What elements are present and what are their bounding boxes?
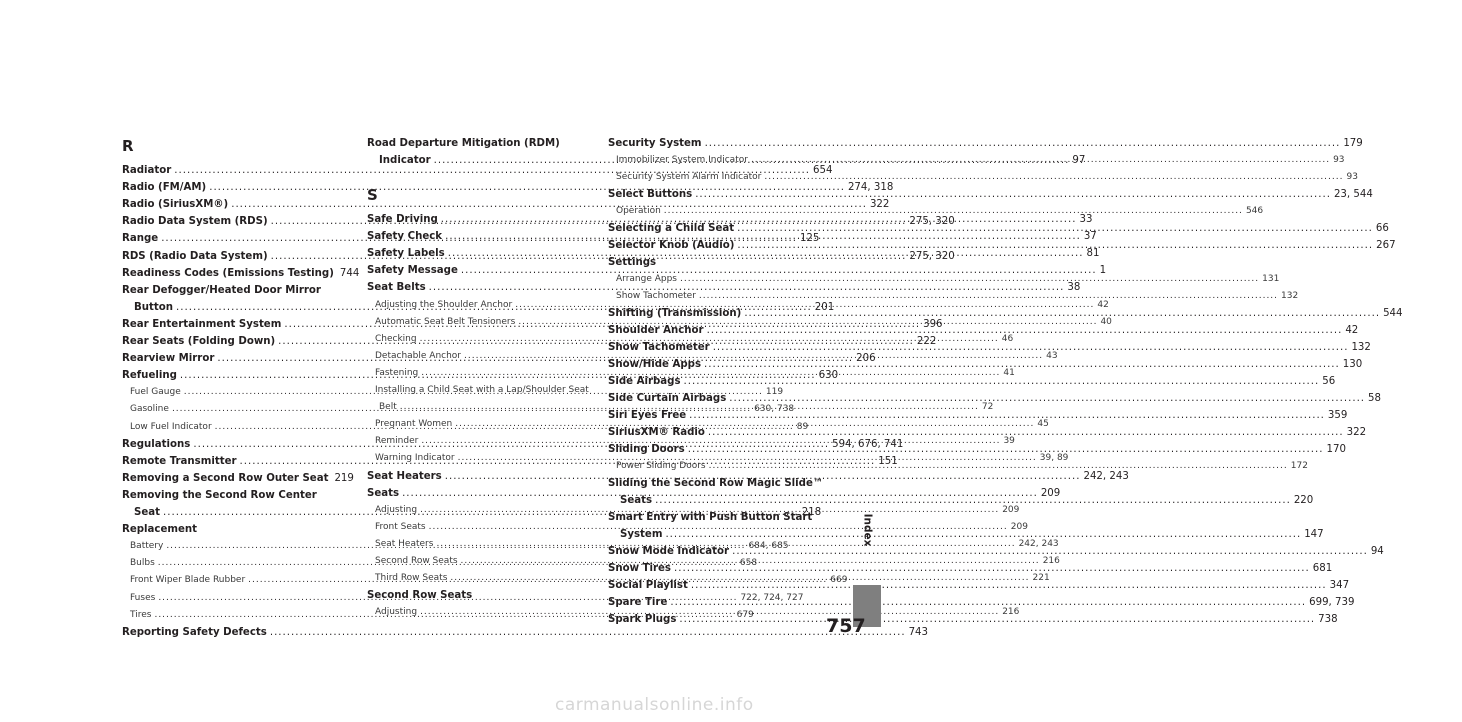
index-entry-term: Adjusting the Shoulder Anchor xyxy=(375,299,513,310)
dot-leader xyxy=(713,339,1349,356)
index-entry-pages[interactable]: 94 xyxy=(1370,546,1384,557)
index-entry-pages[interactable]: 347 xyxy=(1329,580,1350,591)
index-entry-term: Fastening xyxy=(375,367,419,378)
dot-leader xyxy=(764,169,1343,186)
index-entry-term: Show Tachometer xyxy=(608,342,710,353)
index-entry xyxy=(367,587,591,604)
index-entry xyxy=(122,265,360,282)
dot-leader xyxy=(695,186,1331,203)
index-entry-pages[interactable]: 359 xyxy=(1327,410,1348,421)
index-entry-term: Immobilizer System Indicator xyxy=(616,155,748,165)
section-letter-r: R xyxy=(122,137,134,155)
index-entry-term: Pregnant Women xyxy=(375,419,453,430)
index-entry-pages[interactable]: 681 xyxy=(1312,563,1333,574)
index-entry-term: Rearview Mirror xyxy=(122,353,215,365)
index-entry-pages[interactable]: 42 xyxy=(1097,299,1109,310)
index-entry-term: Refueling xyxy=(122,370,177,382)
index-entry-term: Replacement xyxy=(122,524,198,536)
index-entry-term: RDS (Radio Data System) xyxy=(122,250,268,262)
index-entry-pages[interactable]: 39, 89 xyxy=(1039,453,1069,464)
index-entry-pages[interactable]: 33 xyxy=(1079,214,1093,225)
index-entry-pages[interactable]: 275, 320 xyxy=(909,216,955,228)
index-entry-term: Smart Entry with Push Button Start xyxy=(608,512,813,523)
dot-leader xyxy=(729,390,1365,407)
index-entry-pages[interactable]: 56 xyxy=(1322,376,1336,387)
index-entry-term: Range xyxy=(122,233,159,245)
index-entry-pages[interactable]: 40 xyxy=(1100,316,1112,327)
index-entry-term: Safety Message xyxy=(367,265,458,277)
index-entry-pages[interactable]: 38 xyxy=(1067,282,1081,294)
index-entry-pages[interactable]: 222 xyxy=(916,336,937,347)
index-entry-term: Second Row Seats xyxy=(375,556,458,566)
index-entry xyxy=(122,282,346,299)
page-number: 757 xyxy=(826,615,866,637)
index-entry-term: Radiator xyxy=(122,165,172,176)
watermark: carmanualsonline.info xyxy=(555,695,754,715)
index-entry-term: Front Seats xyxy=(375,521,426,532)
index-entry-term: Snow Tires xyxy=(608,563,671,574)
index-entry-term: Adjusting xyxy=(375,504,418,515)
index-entry-pages[interactable]: 654 xyxy=(813,165,833,176)
index-entry-term: Safety Labels xyxy=(367,248,445,260)
index-entry xyxy=(122,470,354,487)
index-entry-term: Rear Seats (Folding Down) xyxy=(122,336,276,347)
index-entry-term: System xyxy=(620,529,663,540)
index-entry-pages[interactable]: 630 xyxy=(818,370,839,382)
index-entry-pages[interactable]: 699, 739 xyxy=(1309,597,1355,608)
index-entry-pages[interactable]: 93 xyxy=(1346,172,1358,182)
index-entry-pages[interactable]: 274, 318 xyxy=(847,182,894,194)
dot-leader xyxy=(680,271,1259,288)
index-entry-pages[interactable]: 172 xyxy=(1290,461,1308,471)
index-entry-pages[interactable]: 209 xyxy=(1010,521,1028,532)
index-entry-pages[interactable]: 546 xyxy=(1245,206,1264,216)
index-entry-pages[interactable]: 242, 243 xyxy=(1083,470,1129,482)
index-entry-term: Power Sliding Doors xyxy=(616,461,706,471)
dot-leader xyxy=(689,407,1325,424)
index-entry xyxy=(608,390,1382,407)
index-entry-term: Detachable Anchor xyxy=(375,350,462,361)
index-entry-term: Belt xyxy=(379,402,397,413)
index-entry-term: Show Tachometer xyxy=(616,291,696,301)
index-entry-pages[interactable]: 220 xyxy=(1293,495,1314,506)
index-side-tab[interactable] xyxy=(853,475,881,585)
index-entry xyxy=(608,594,1355,611)
index-entry-term: Spark Plugs xyxy=(608,614,677,625)
index-entry-term: Checking xyxy=(375,333,417,344)
index-entry-pages[interactable]: 93 xyxy=(1333,155,1345,165)
index-entry-pages[interactable]: 322 xyxy=(869,199,890,211)
index-entry-pages[interactable]: 630, 738 xyxy=(754,404,795,415)
dot-leader xyxy=(709,458,1288,475)
index-entry-term: Radio (SiriusXM®) xyxy=(122,199,229,211)
index-entry-pages[interactable]: 275, 320 xyxy=(909,250,955,262)
index-entry-pages[interactable]: 41 xyxy=(1003,367,1015,378)
index-entry-pages[interactable]: 738 xyxy=(1318,614,1338,625)
index-entry xyxy=(608,135,1363,152)
index-entry-term: Seats xyxy=(367,487,400,499)
index-entry-term: Sliding Doors xyxy=(608,444,685,455)
index-entry-term: Seat Heaters xyxy=(367,470,442,482)
section-letter-s: S xyxy=(367,186,378,204)
index-entry-term: Remote Transmitter xyxy=(122,455,237,467)
index-entry-term: Sliding the Second Row Magic Slide™ xyxy=(608,478,824,489)
index-entry-term: Adjusting xyxy=(375,607,418,618)
index-entry-pages[interactable]: 267 xyxy=(1376,240,1396,251)
index-entry-term: Spare Tire xyxy=(608,597,668,608)
index-entry-term: Reporting Safety Defects xyxy=(122,626,267,638)
index-entry-term: Gasoline xyxy=(130,404,169,415)
index-entry-pages[interactable]: 125 xyxy=(799,233,820,245)
index-entry-term: Seat Belts xyxy=(367,282,426,294)
index-entry-term: Seat xyxy=(134,507,160,518)
index-entry-term: Selector Knob (Audio) xyxy=(608,240,735,251)
index-entry-pages[interactable]: 722, 724, 727 xyxy=(740,592,804,603)
index-entry-pages[interactable]: 43 xyxy=(1046,350,1058,361)
index-entry-pages[interactable]: 130 xyxy=(1342,359,1363,370)
index-entry-pages[interactable]: 209 xyxy=(1002,504,1020,515)
index-entry-pages[interactable]: 669 xyxy=(830,575,848,586)
index-entry-pages[interactable]: 58 xyxy=(1368,393,1382,404)
index-entry-pages[interactable]: 216 xyxy=(1042,556,1060,566)
index-entry-pages[interactable]: 206 xyxy=(856,353,876,365)
index-entry-term: Shifting (Transmission) xyxy=(608,308,742,319)
index-entry-pages[interactable]: 119 xyxy=(765,387,784,398)
index-entry-term: Shoulder Anchor xyxy=(608,325,704,336)
index-entry xyxy=(367,382,591,399)
index-entry-term: Seat Heaters xyxy=(375,538,434,549)
index-entry-term: Readiness Codes (Emissions Testing) xyxy=(122,267,334,279)
index-entry-pages[interactable]: 658 xyxy=(739,558,758,569)
index-entry-term: Select Buttons xyxy=(608,189,693,200)
index-entry xyxy=(608,169,1358,186)
index-entry xyxy=(608,475,832,492)
index-entry xyxy=(608,509,832,526)
index-entry-pages[interactable]: 201 xyxy=(814,301,835,313)
dot-leader xyxy=(688,441,1324,458)
dot-leader xyxy=(655,492,1291,509)
dot-leader xyxy=(707,322,1343,339)
index-entry-pages[interactable]: 242, 243 xyxy=(1018,538,1059,549)
index-entry-pages[interactable]: 396 xyxy=(923,318,943,330)
dot-leader xyxy=(679,611,1315,628)
index-entry-pages[interactable]: 684, 685 xyxy=(748,541,789,552)
index-entry-term: Seats xyxy=(620,495,653,506)
index-entry-term: Second Row Seats xyxy=(367,590,473,602)
index-entry-pages[interactable]: 97 xyxy=(1072,155,1086,167)
index-entry-pages[interactable]: 544 xyxy=(1383,308,1403,319)
dot-leader xyxy=(670,594,1306,611)
index-entry-term: Front Wiper Blade Rubber xyxy=(130,575,246,586)
dot-leader xyxy=(684,373,1320,390)
index-entry-pages[interactable]: 46 xyxy=(1001,333,1014,344)
index-entry-pages[interactable]: 39 xyxy=(1003,436,1015,447)
index-entry-term: Rear Defogger/Heated Door Mirror xyxy=(122,284,321,296)
index-entry-term: Settings xyxy=(608,257,657,268)
index-entry-pages[interactable]: 151 xyxy=(878,455,898,467)
index-entry-term: Arrange Apps xyxy=(616,274,678,284)
index-entry-term: Automatic Seat Belt Tensioners xyxy=(375,316,516,327)
index-entry-term: Side Airbags xyxy=(608,376,681,387)
index-entry-term: Tires xyxy=(130,609,152,620)
dot-leader xyxy=(732,543,1368,560)
index-entry xyxy=(367,135,591,152)
index-entry-term: Radio (FM/AM) xyxy=(122,182,207,194)
index-entry-pages[interactable]: 132 xyxy=(1351,342,1371,353)
index-entry-term: Social Playlist xyxy=(608,580,688,591)
index-entry-pages[interactable]: 209 xyxy=(1040,487,1061,499)
index-entry-term: Fuses xyxy=(130,592,156,603)
index-entry-pages[interactable]: 179 xyxy=(1343,138,1363,149)
index-entry-pages[interactable]: 1 xyxy=(1099,265,1107,277)
index-entry-pages[interactable]: 170 xyxy=(1326,444,1346,455)
index-entry-term: Side Curtain Airbags xyxy=(608,393,727,404)
index-entry-term: Low Fuel Indicator xyxy=(130,421,212,432)
index-entry xyxy=(367,485,1061,502)
index-entry-term: Reminder xyxy=(375,436,419,447)
index-entry-pages[interactable]: 322 xyxy=(1346,427,1367,438)
dot-leader xyxy=(665,526,1301,543)
dot-leader xyxy=(699,288,1278,305)
index-entry-pages[interactable]: 743 xyxy=(908,626,929,638)
index-entry-pages[interactable]: 131 xyxy=(1262,274,1280,284)
index-entry xyxy=(608,254,832,271)
index-entry-pages[interactable]: 42 xyxy=(1345,325,1359,336)
index-entry-pages[interactable]: 66 xyxy=(1375,223,1389,234)
index-entry-term: SiriusXM® Radio xyxy=(608,427,705,438)
dot-leader xyxy=(674,560,1310,577)
index-entry-pages[interactable]: 89 xyxy=(796,421,809,432)
index-entry-term: Siri Eyes Free xyxy=(608,410,687,421)
dot-leader xyxy=(708,424,1344,441)
dot-leader xyxy=(737,237,1373,254)
index-entry-pages[interactable]: 72 xyxy=(981,402,994,413)
index-entry-term: Selecting a Child Seat xyxy=(608,223,735,234)
index-entry-term: Regulations xyxy=(122,438,191,450)
dot-leader xyxy=(704,356,1340,373)
index-entry-pages[interactable]: 218 xyxy=(801,507,822,518)
index-entry-term: Bulbs xyxy=(130,558,155,569)
index-entry-term: Rear Entertainment System xyxy=(122,318,282,330)
index-entry-pages[interactable]: 594, 676, 741 xyxy=(832,438,904,450)
index-entry-pages[interactable]: 679 xyxy=(736,609,754,620)
index-tab-label: Index xyxy=(861,513,874,547)
dot-leader xyxy=(664,203,1243,220)
index-entry-term: Indicator xyxy=(379,155,431,167)
index-entry xyxy=(122,521,346,538)
index-entry-term: Battery xyxy=(130,541,164,552)
index-entry-term: Fuel Gauge xyxy=(130,387,181,398)
index-entry-pages[interactable]: 23, 544 xyxy=(1333,189,1373,200)
index-entry-term: Snow Mode Indicator xyxy=(608,546,730,557)
index-entry-term: Third Row Seats xyxy=(375,573,448,584)
index-entry-pages[interactable]: 744 xyxy=(339,267,360,279)
index-entry-term: Operation xyxy=(616,206,661,216)
index-entry-pages[interactable]: 81 xyxy=(1086,248,1100,260)
index-entry-pages[interactable]: 132 xyxy=(1281,291,1299,301)
index-entry-term: Button xyxy=(134,301,174,313)
index-entry-pages[interactable]: 37 xyxy=(1083,231,1097,243)
index-entry-pages[interactable]: 216 xyxy=(1002,607,1020,618)
index-entry-pages[interactable]: 45 xyxy=(1037,419,1049,430)
index-entry-pages[interactable]: 221 xyxy=(1032,573,1050,584)
index-entry xyxy=(608,373,1336,390)
dot-leader xyxy=(705,135,1341,152)
index-entry-term: Warning Indicator xyxy=(375,453,455,464)
index-entry-term: Installing a Child Seat with a Lap/Shoulder Seat xyxy=(375,385,589,395)
index-entry-term: Road Departure Mitigation (RDM) xyxy=(367,138,560,149)
index-entry-term: Safe Driving xyxy=(367,214,438,225)
index-entry-term: Radio Data System (RDS) xyxy=(122,216,268,228)
index-entry xyxy=(122,487,346,504)
index-entry-pages[interactable]: 147 xyxy=(1304,529,1324,540)
dot-leader xyxy=(751,152,1330,169)
index-entry-term: Security System xyxy=(608,138,702,149)
index-entry-pages[interactable]: 219 xyxy=(334,472,354,484)
index-entry-term: Security System Alarm Indicator xyxy=(616,172,762,182)
index-entry-term: Removing the Second Row Center xyxy=(122,489,317,501)
index-entry-term: Removing a Second Row Outer Seat xyxy=(122,472,329,484)
dot-leader xyxy=(691,577,1327,594)
index-entry-term: Safety Check xyxy=(367,231,443,243)
dot-leader xyxy=(737,220,1373,237)
dot-leader xyxy=(744,305,1380,322)
index-entry-term: Show/Hide Apps xyxy=(608,359,702,370)
